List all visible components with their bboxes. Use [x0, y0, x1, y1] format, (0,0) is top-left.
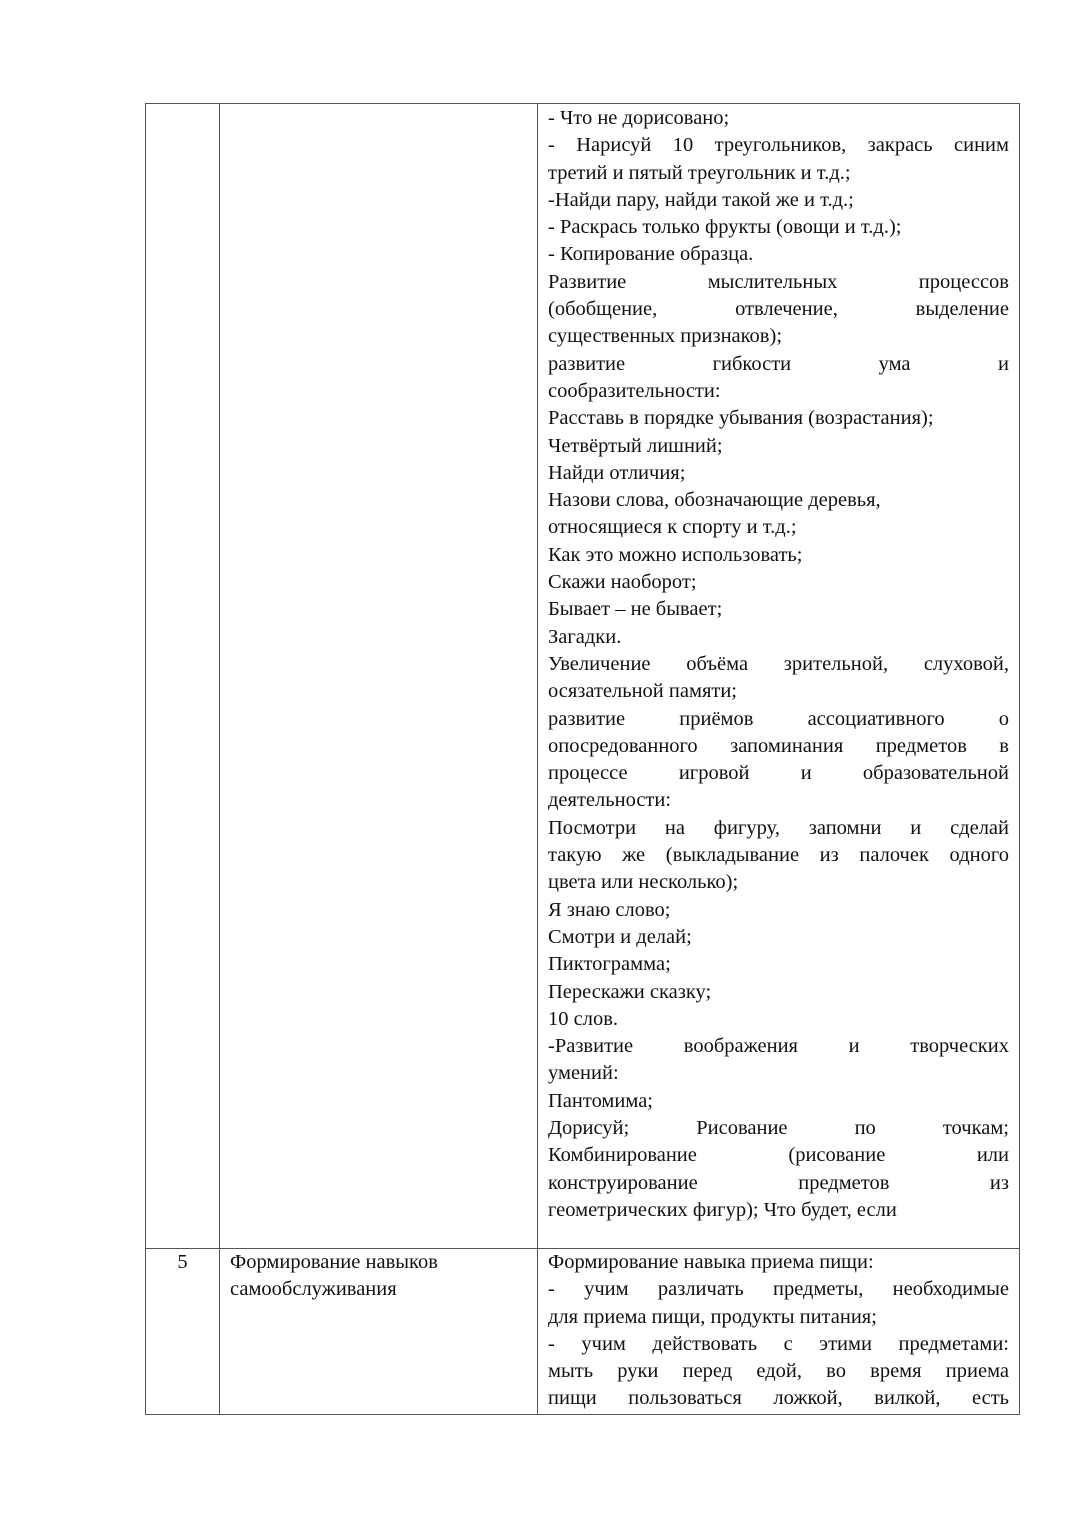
- content-line: осязательной памяти;: [548, 680, 738, 703]
- program-table: [145, 103, 1020, 1415]
- content-line: Назови слова, обозначающие деревья,: [548, 489, 881, 512]
- content-line: развитие гибкости ума и: [548, 352, 1009, 375]
- content-line: Скажи наоборот;: [548, 571, 697, 594]
- content-line: - Что не дорисовано;: [548, 107, 730, 129]
- content-line: относящиеся к спорту и т.д.;: [548, 516, 797, 539]
- section-title-line: Формирование навыков: [230, 1251, 438, 1273]
- content-line: Развитие мыслительных процессов: [548, 270, 1009, 293]
- content-line: -Развитие воображения и творческих: [548, 1035, 1009, 1058]
- content-line: Расставь в порядке убывания (возрастания);: [548, 407, 934, 430]
- content-line: -Найди пару, найди такой же и т.д.;: [548, 188, 854, 211]
- content-line: Комбинирование (рисование или: [548, 1144, 1009, 1167]
- content-line: Бывает – не бывает;: [548, 598, 723, 621]
- content-line: Найди отличия;: [548, 461, 686, 484]
- content-line: Формирование навыка приема пищи:: [548, 1251, 874, 1273]
- content-line: (обобщение, отвлечение, выделение: [548, 298, 1009, 321]
- content-line: Увеличение объёма зрительной, слуховой,: [548, 652, 1009, 675]
- section-cell: [220, 1249, 538, 1415]
- content-line: Я знаю слово;: [548, 898, 671, 921]
- row-number: 5: [177, 1251, 188, 1273]
- section-cell: [220, 104, 538, 1249]
- content-line: конструирование предметов из: [548, 1171, 1009, 1194]
- content-line: цвета или несколько);: [548, 871, 739, 894]
- content-line: 10 слов.: [548, 1007, 619, 1030]
- content-line: третий и пятый треугольник и т.д.;: [548, 161, 851, 184]
- content-line: процессе игровой и образовательной: [548, 762, 1009, 785]
- content-line: мыть руки перед едой, во время приема: [548, 1360, 1009, 1383]
- content-line: Как это можно использовать;: [548, 543, 803, 566]
- content-line: Четвёртый лишний;: [548, 434, 723, 457]
- content-line: геометрических фигур); Что будет, если: [548, 1198, 897, 1221]
- content-line: - Раскрась только фрукты (овощи и т.д.);: [548, 216, 902, 239]
- content-line: существенных признаков);: [548, 325, 783, 348]
- content-cell: [538, 1249, 1020, 1415]
- content-line: пищи пользоваться ложкой, вилкой, есть: [548, 1387, 1009, 1410]
- content-line: сообразительности:: [548, 379, 721, 402]
- content-line: Дорисуй; Рисование по точкам;: [548, 1116, 1009, 1139]
- content-line: Пиктограмма;: [548, 953, 671, 976]
- content-line: - Копирование образца.: [548, 243, 754, 266]
- content-line: Перескажи сказку;: [548, 980, 712, 1003]
- section-title-line: самообслуживания: [230, 1278, 397, 1301]
- content-line: для приема пищи, продукты питания;: [548, 1305, 877, 1328]
- content-line: деятельности:: [548, 789, 672, 812]
- row-number-cell: [146, 1249, 220, 1415]
- content-line: Загадки.: [548, 625, 622, 648]
- content-line: - учим различать предметы, необходимые: [548, 1278, 1009, 1301]
- table-row: [146, 104, 1020, 1249]
- content-cell: [538, 104, 1020, 1249]
- content-line: Пантомима;: [548, 1089, 653, 1112]
- table-row: [146, 1249, 1020, 1415]
- content-line: опосредованного запоминания предметов в: [548, 734, 1009, 757]
- content-line: развитие приёмов ассоциативного о: [548, 707, 1009, 730]
- content-line: умений:: [548, 1062, 619, 1085]
- content-line: Смотри и делай;: [548, 925, 692, 948]
- content-line: такую же (выкладывание из палочек одного: [548, 844, 1009, 867]
- row-number-cell: [146, 104, 220, 1249]
- content-line: - учим действовать с этими предметами:: [548, 1332, 1009, 1355]
- content-line: Посмотри на фигуру, запомни и сделай: [548, 816, 1009, 839]
- content-line: - Нарисуй 10 треугольников, закрась синим: [548, 134, 1009, 157]
